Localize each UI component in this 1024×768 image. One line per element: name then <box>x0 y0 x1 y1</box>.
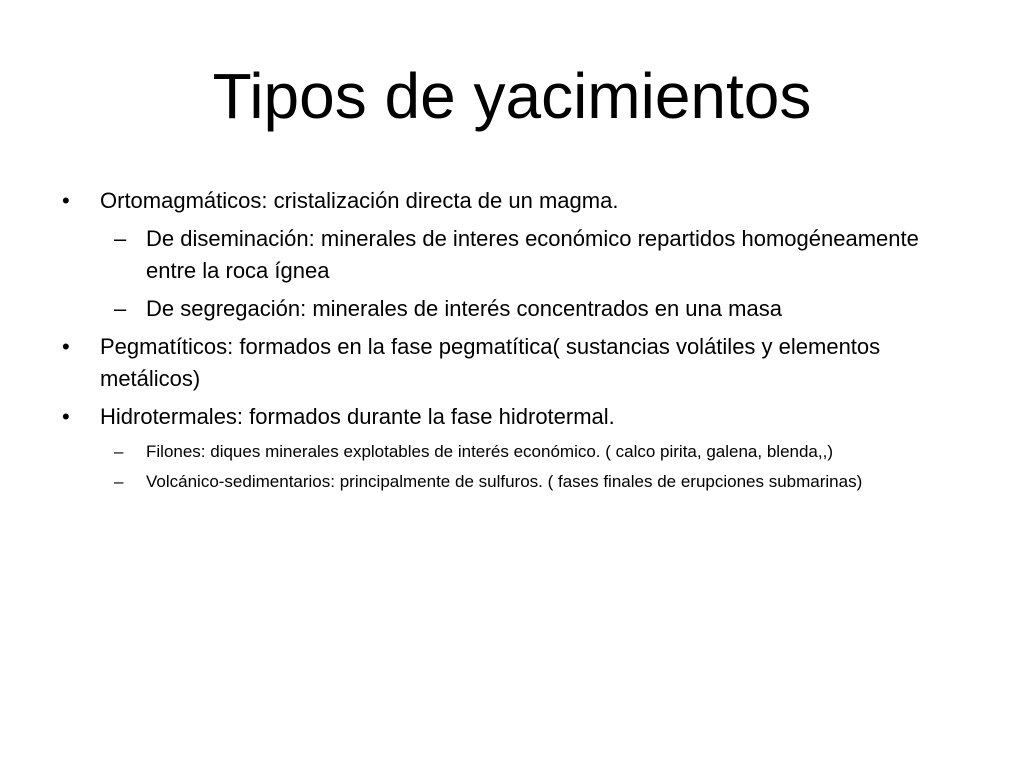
sub-bullet-text: Filones: diques minerales explotables de interés económico. ( calco pirita, galena, blenda,,) <box>146 442 833 461</box>
bullet-text: Hidrotermales: formados durante la fase hidrotermal. <box>100 404 615 429</box>
bullet-text: Ortomagmáticos: cristalización directa de un magma. <box>100 188 619 213</box>
bullet-icon: • <box>62 334 70 359</box>
bullet-icon: • <box>62 188 70 213</box>
sub-bullet-text: De diseminación: minerales de interes económico repartidos homogéneamente entre la roca ígnea <box>146 226 919 283</box>
sub-bullet-item-volcanico-sedimentarios <box>56 469 956 495</box>
slide-title: Tipos de yacimientos <box>212 60 812 132</box>
dash-icon: – <box>114 296 127 321</box>
bullet-icon: • <box>62 404 70 429</box>
sub-bullet-text: De segregación: minerales de interés concentrados en una masa <box>146 296 782 321</box>
sub-bullet-text: Volcánico-sedimentarios: principalmente de sulfuros. ( fases finales de erupciones submarinas) <box>146 472 863 491</box>
bullet-item-pegmatiticos <box>56 331 956 395</box>
sub-bullet-item-filones <box>56 439 956 465</box>
sub-bullet-item-diseminacion <box>56 223 956 287</box>
dash-icon: – <box>114 226 127 251</box>
dash-icon: – <box>114 472 124 491</box>
dash-icon: – <box>114 442 124 461</box>
bullet-text: Pegmatíticos: formados en la fase pegmatítica( sustancias volátiles y elementos metálicos) <box>100 334 881 391</box>
bullet-item-ortomagmaticos <box>56 185 956 217</box>
slide-body <box>56 185 956 499</box>
bullet-item-hidrotermales <box>56 401 956 433</box>
sub-bullet-item-segregacion <box>56 293 956 325</box>
